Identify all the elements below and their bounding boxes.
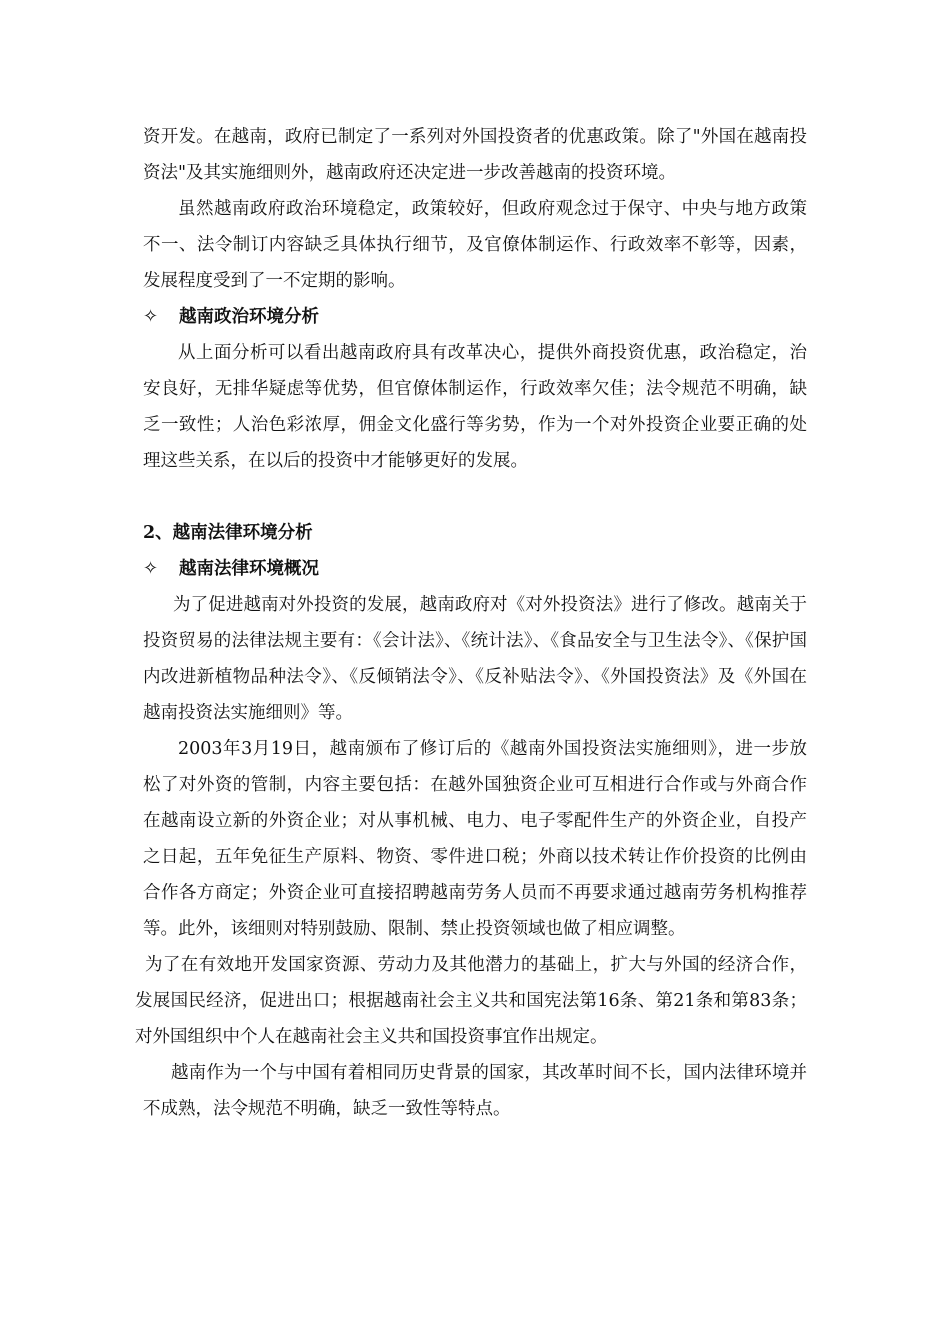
section-heading-legal-environment bbox=[143, 515, 807, 551]
paragraph-political-summary: 从上面分析可以看出越南政府具有改革决心，提供外商投资优惠，政治稳定，治安良好，无排华疑虑等优势，但官僚体制运作，行政效率欠佳；法令规范不明确，缺乏一致性；人治色彩浓厚，佣金文化盛行等劣势，作为一个对外投资企业要正确的处理这些关系，在以后的投资中才能够更好的发展。 bbox=[143, 343, 807, 471]
paragraph-constitution: 为了在有效地开发国家资源、劳动力及其他潜力的基础上，扩大与外国的经济合作，发展国民经济，促进出口；根据越南社会主义共和国宪法第16条、第21条和第83条；对外国组织中个人在越南社会主义共和国投资事宜作出规定。 bbox=[135, 955, 807, 1047]
paragraph-investment-policy: 资开发。在越南，政府已制定了一系列对外国投资者的优惠政策。除了"外国在越南投资法"及其实施细则外，越南政府还决定进一步改善越南的投资环境。 bbox=[143, 127, 807, 183]
heading-text: 2、越南法律环境分析 bbox=[143, 523, 313, 543]
paragraph-laws-list: 为了促进越南对外投资的发展，越南政府对《对外投资法》进行了修改。越南关于投资贸易的法律法规主要有：《会计法》、《统计法》、《食品安全与卫生法令》、《保护国内改进新植物品种法令》、《反倾销法令》、《反补贴法令》、《外国投资法》及《外国在越南投资法实施细则》等。 bbox=[143, 595, 807, 723]
section-heading-legal-overview bbox=[143, 551, 807, 587]
document-page bbox=[135, 119, 807, 1127]
heading-text: 越南政治环境分析 bbox=[179, 307, 319, 327]
paragraph-legal-conclusion: 越南作为一个与中国有着相同历史背景的国家，其改革时间不长，国内法律环境并不成熟，法令规范不明确，缺乏一致性等特点。 bbox=[143, 1063, 807, 1119]
four-pointed-star-icon: ✧ bbox=[143, 558, 159, 579]
four-pointed-star-icon: ✧ bbox=[143, 306, 159, 327]
paragraph-political-weakness: 虽然越南政府政治环境稳定，政策较好，但政府观念过于保守、中央与地方政策不一、法令制订内容缺乏具体执行细节，及官僚体制运作、行政效率不彰等，因素，发展程度受到了一不定期的影响。 bbox=[143, 199, 807, 291]
heading-text: 越南法律环境概况 bbox=[179, 559, 319, 579]
spacer bbox=[143, 479, 807, 515]
section-heading-political-analysis bbox=[143, 299, 807, 335]
paragraph-2003-regulation: 2003年3月19日，越南颁布了修订后的《越南外国投资法实施细则》，进一步放松了对外资的管制，内容主要包括：在越外国独资企业可互相进行合作或与外商合作在越南设立新的外资企业；对从事机械、电力、电子零配件生产的外资企业，自投产之日起，五年免征生产原料、物资、零件进口税；外商以技术转让作价投资的比例由合作各方商定；外资企业可直接招聘越南劳务人员而不再要求通过越南劳务机构推荐等。此外，该细则对特别鼓励、限制、禁止投资领域也做了相应调整。 bbox=[143, 739, 807, 939]
